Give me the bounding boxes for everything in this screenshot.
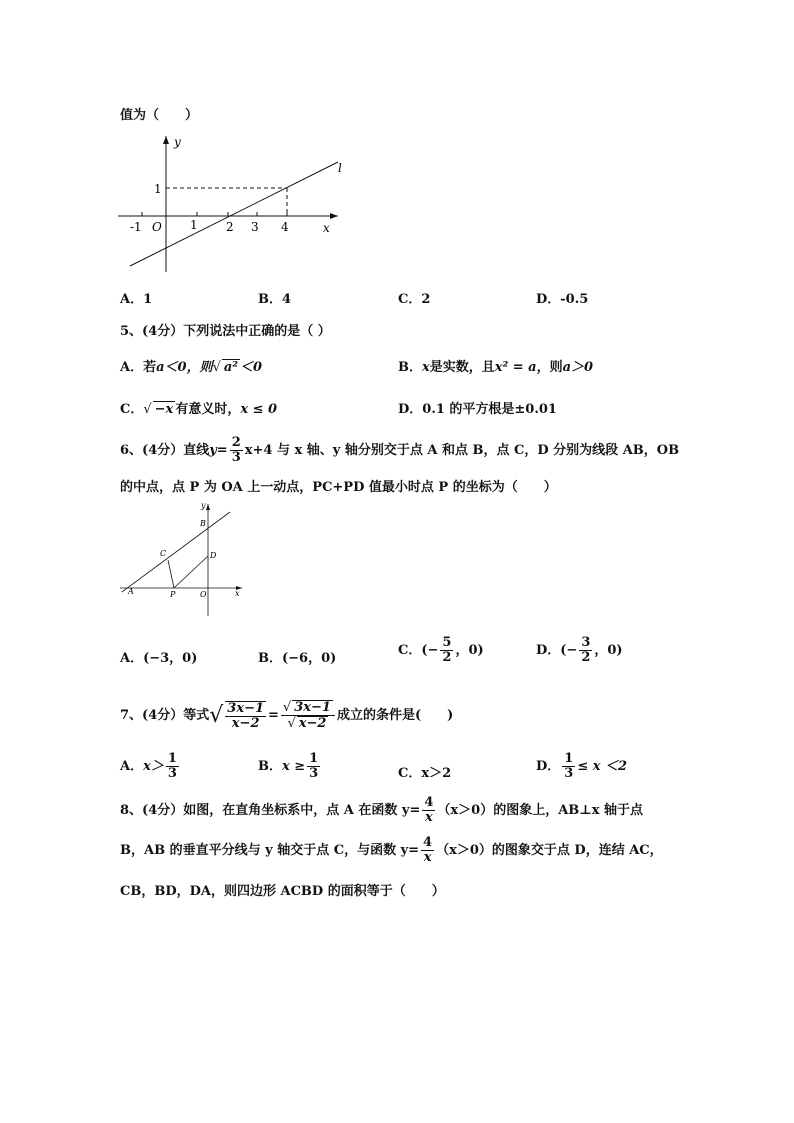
q8-fraction-2: [421, 836, 434, 865]
sqrt-icon: √: [287, 716, 296, 731]
q6-option-d: [536, 636, 623, 665]
q5-c-radicand: −x: [154, 402, 174, 417]
q4-tick-label: 3: [251, 220, 259, 234]
q6-graph: [118, 498, 246, 618]
q6-stem-line2: 的中点，点 P 为 OA 上一动点，PC+PD 值最小时点 P 的坐标为（ ）: [120, 480, 557, 495]
q5-c-text: 有意义时，: [175, 402, 241, 417]
q5-c-prefix: C．: [120, 402, 144, 417]
q7-a-rel: x＞: [143, 759, 164, 774]
q4-option-b: B．4: [258, 292, 292, 307]
q5-c-rel: x ≤ 0: [240, 402, 278, 417]
q6-label: B: [200, 519, 206, 528]
q6-label: C: [160, 549, 167, 558]
sqrt-icon: √: [212, 360, 221, 375]
q7-lhs-fraction: [225, 701, 266, 731]
q7-rhs-den: x−2: [298, 716, 327, 731]
q8-f2-den: x: [423, 850, 432, 865]
q7-b-den: 3: [309, 766, 319, 781]
q5-b-var: x: [422, 360, 430, 375]
q4-stem-tail: 值为（ ）: [120, 108, 199, 123]
q4-tick-label: 2: [226, 220, 234, 234]
q6-d-fraction: [579, 636, 592, 665]
q7-b-num: 1: [309, 751, 319, 766]
q6-slope-num: 2: [231, 435, 241, 450]
q7-lhs-num: 3x−1: [227, 700, 265, 716]
q8-line1-a: 8、(4分）如图，在直角坐标系中，点 A 在函数 y=: [120, 803, 421, 818]
q5-a-radicand: a²: [223, 360, 238, 375]
q5-option-b: [398, 356, 593, 375]
q6-option-b: B．(−6，0): [258, 651, 337, 666]
q4-x-label: x: [323, 221, 330, 235]
q8-fraction-1: [422, 796, 435, 825]
q6-d-den: 2: [581, 650, 591, 665]
q4-y-label: y: [174, 135, 181, 149]
q5-option-a: [120, 356, 262, 375]
q8-line2: [120, 836, 663, 865]
q7-d-fraction: [562, 752, 575, 781]
q8-line2-a: B，AB 的垂直平分线与 y 轴交于点 C，与函数 y=: [120, 843, 420, 858]
q4-graph: [118, 132, 348, 282]
q6-d-num: 3: [581, 635, 591, 650]
q7-rhs-num: 3x−1: [294, 700, 331, 715]
q8-line1: [120, 796, 643, 825]
q6-stem-b: x+4 与 x 轴、y 轴分别交于点 A 和点 B，点 C，D 分别为线段 AB，OB: [244, 443, 680, 458]
q6-slope-fraction: [230, 436, 243, 465]
q6-c-fraction: [440, 636, 453, 665]
q4-option-c: C．2: [398, 292, 431, 307]
q5-option-c: [120, 398, 277, 417]
q5-b-text2: ，则: [536, 360, 563, 375]
q4-tick-label: -1: [130, 220, 142, 234]
q7-d-rel: ≤ x ＜2: [577, 759, 628, 774]
sqrt-icon: √: [282, 700, 292, 715]
q8-line3: CB，BD，DA，则四边形 ACBD 的面积等于（ ）: [120, 884, 445, 899]
q7-d-num: 1: [564, 751, 574, 766]
q7-b-fraction: [307, 752, 320, 781]
q6-y-eq: y=: [209, 443, 228, 458]
q6-label: A: [128, 587, 134, 596]
q6-slope-den: 3: [231, 450, 241, 465]
q6-d-pre: D．(−: [536, 643, 578, 658]
q6-stem-line1: [120, 436, 679, 465]
q5-a-prefix: A．若: [120, 360, 157, 375]
q5-option-d: D．0.1 的平方根是±0.01: [398, 402, 557, 417]
q4-tick-label: 1: [190, 218, 198, 232]
q8-line1-b: （x＞0）的图象上，AB⊥x 轴于点: [437, 803, 644, 818]
q7-stem-b: 成立的条件是( ): [336, 708, 454, 723]
q7-a-pre: A．: [120, 759, 144, 774]
q5-b-eq: x² = a: [494, 360, 537, 375]
q6-option-c: [398, 636, 484, 665]
sqrt-icon: √: [143, 402, 152, 417]
q8-f2-num: 4: [423, 835, 433, 850]
q6-c-post: ，0): [455, 643, 484, 658]
sqrt-icon: √: [209, 703, 224, 728]
q7-option-d: [536, 752, 627, 781]
q8-f1-den: x: [425, 810, 433, 825]
q4-tick-label: 4: [281, 220, 289, 234]
q8-line2-b: （x＞0）的图象交于点 D，连结 AC，: [436, 843, 663, 858]
q6-label: x: [235, 589, 240, 598]
q6-c-den: 2: [442, 650, 452, 665]
q4-option-a: A．1: [120, 292, 153, 307]
q8-f1-num: 4: [424, 795, 434, 810]
q5-b-prefix: B．: [398, 360, 422, 375]
q6-d-post: ，0): [594, 643, 623, 658]
q7-rhs-num-wrap: [281, 700, 335, 716]
q7-b-pre: B．: [258, 759, 282, 774]
q6-label: y: [201, 501, 206, 510]
q7-stem: [120, 700, 453, 731]
q7-option-a: [120, 752, 181, 781]
q5-a-cond: a＜0，则: [156, 360, 213, 375]
q7-stem-a: 7、(4分）等式: [120, 708, 210, 723]
q5-stem: 5、(4分）下列说法中正确的是（ ）: [120, 324, 331, 339]
q7-b-rel: x ≥: [282, 759, 306, 774]
q7-a-num: 1: [167, 751, 177, 766]
q6-label: O: [200, 590, 207, 599]
q7-rhs-den-wrap: [281, 716, 335, 731]
q7-lhs-den: x−2: [231, 715, 260, 731]
q7-a-den: 3: [167, 766, 177, 781]
q5-b-rel: a＞0: [562, 360, 594, 375]
q6-label: P: [170, 590, 176, 599]
q7-option-b: [258, 752, 322, 781]
q6-c-num: 5: [442, 635, 452, 650]
q6-option-a: A．(−3，0): [120, 651, 198, 666]
q6-label: D: [210, 551, 217, 560]
q7-rhs-fraction: [281, 700, 335, 731]
q5-a-rel: ＜0: [240, 360, 263, 375]
q6-stem-a: 6、(4分）直线: [120, 443, 210, 458]
q7-a-fraction: [166, 752, 179, 781]
q5-b-text1: 是实数，且: [429, 360, 495, 375]
q4-line-label: l: [338, 161, 342, 175]
q6-c-pre: C．(−: [398, 643, 439, 658]
q4-y-tick: 1: [154, 182, 162, 196]
q4-option-d: D．-0.5: [536, 292, 589, 307]
q7-d-den: 3: [564, 766, 574, 781]
q7-eq: =: [268, 708, 279, 723]
q4-tick-label: O: [152, 220, 162, 234]
q7-d-pre: D．: [536, 759, 561, 774]
q7-option-c: C．x＞2: [398, 766, 452, 781]
